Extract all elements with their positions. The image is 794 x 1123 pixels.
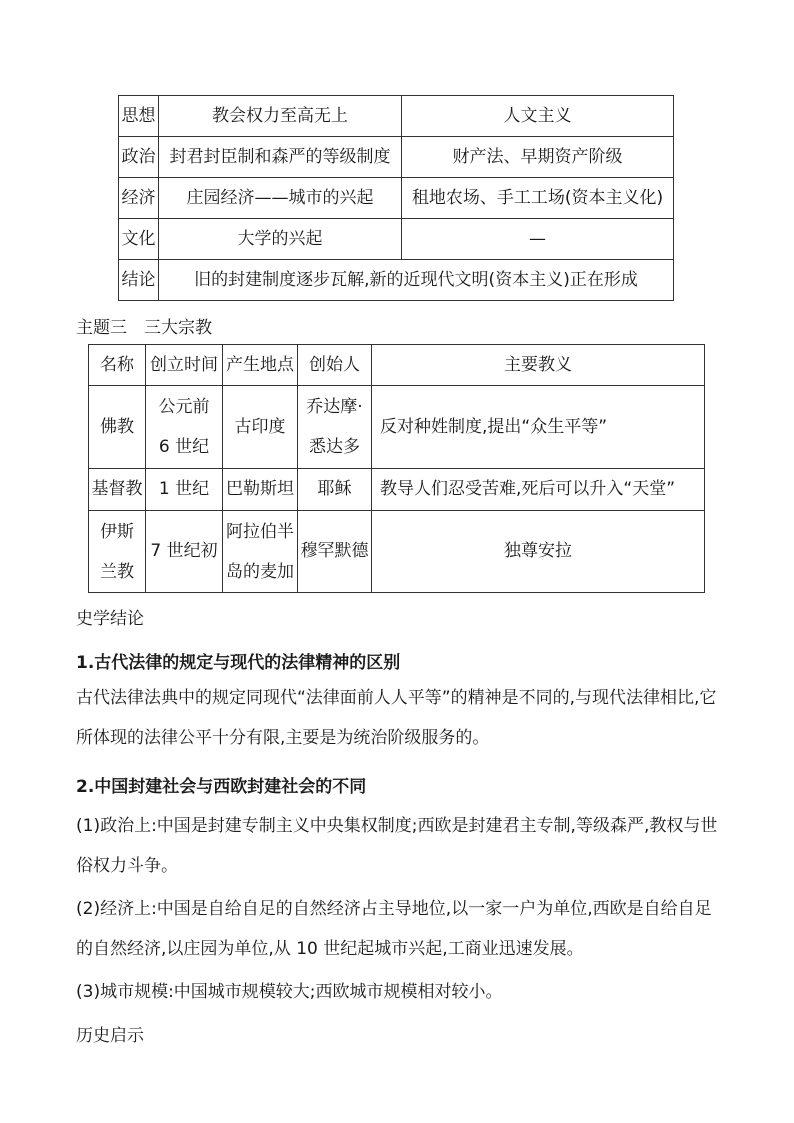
time-cell	[146, 386, 223, 469]
founder-cell	[298, 511, 372, 593]
doctrine-cell: 教导人们忍受苦难,死后可以升入“天堂”	[372, 469, 705, 511]
modern-cell: 财产法、早期资产阶级	[402, 137, 674, 178]
row-label: 思想	[119, 96, 159, 137]
religions-table	[88, 344, 705, 593]
cell-line: 岛的麦加	[226, 561, 294, 582]
cell-line: 穆罕默德	[300, 541, 369, 562]
table-row	[119, 178, 674, 219]
comparison-table	[118, 95, 674, 301]
time-cell	[146, 469, 223, 511]
table-row	[89, 511, 705, 593]
point2-item: (2)经济上:中国是自给自足的自然经济占主导地位,以一家一户为单位,西欧是自给自足的自然经济,以庄园为单位,从 10 世纪起城市兴起,工商业迅速发展。	[76, 899, 712, 959]
modern-cell: —	[402, 219, 674, 260]
row-label: 经济	[119, 178, 159, 219]
conclusion-cell: 旧的封建制度逐步瓦解,新的近现代文明(资本主义)正在形成	[159, 260, 674, 301]
table-row	[119, 137, 674, 178]
row-label: 文化	[119, 219, 159, 260]
column-header: 创立时间	[146, 345, 223, 386]
row-label: 结论	[119, 260, 159, 301]
row-label: 政治	[119, 137, 159, 178]
point2-title: 2.中国封建社会与西欧封建社会的不同	[76, 777, 367, 797]
cell-line: 巴勒斯坦	[226, 479, 294, 500]
cell-line: 6 世纪	[158, 437, 210, 457]
cell-line: 7 世纪初	[150, 541, 218, 562]
modern-cell: 租地农场、手工工场(资本主义化)	[402, 178, 674, 219]
cell-line: 基督教	[91, 479, 143, 500]
cell-line: 古印度	[234, 417, 286, 437]
section-title: 主题三 三大宗教	[76, 318, 212, 338]
inspiration-heading: 历史启示	[76, 1026, 144, 1046]
point2-item: (3)城市规模:中国城市规模较大;西欧城市规模相对较小。	[76, 982, 503, 1002]
modern-cell: 人文主义	[402, 96, 674, 137]
table-row	[119, 260, 674, 301]
place-cell	[223, 511, 298, 593]
column-header: 创始人	[298, 345, 372, 386]
table-row	[119, 96, 674, 137]
doctrine-cell: 独尊安拉	[372, 511, 705, 593]
point2-item: (1)政治上:中国是封建专制主义中央集权制度;西欧是封建君主专制,等级森严,教权与世俗权力斗争。	[76, 816, 718, 876]
cell-line: 1 世纪	[158, 479, 210, 500]
table-row	[89, 469, 705, 511]
name-cell	[89, 386, 146, 469]
point1-title: 1.古代法律的规定与现代的法律精神的区别	[76, 653, 401, 673]
cell-line: 悉达多	[309, 437, 360, 457]
column-header: 名称	[89, 345, 146, 386]
conclusions-heading: 史学结论	[76, 609, 144, 629]
place-cell	[223, 469, 298, 511]
cell-line: 耶稣	[317, 479, 352, 500]
point1-text: 古代法律法典中的规定同现代“法律面前人人平等”的精神是不同的,与现代法律相比,它所体现的法律公平十分有限,主要是为统治阶级服务的。	[76, 688, 717, 748]
cell-line: 乔达摩·	[306, 397, 363, 417]
doctrine-cell: 反对种姓制度,提出“众生平等”	[372, 386, 705, 469]
name-cell	[89, 511, 146, 593]
table-header-row	[89, 345, 705, 386]
cell-line: 兰教	[100, 561, 134, 582]
column-header: 主要教义	[372, 345, 705, 386]
cell-line: 公元前	[158, 397, 210, 417]
founder-cell	[298, 469, 372, 511]
cell-line: 阿拉伯半	[226, 521, 294, 542]
table-row	[119, 219, 674, 260]
founder-cell	[298, 386, 372, 469]
medieval-cell: 教会权力至高无上	[159, 96, 402, 137]
table-row	[89, 386, 705, 469]
time-cell	[146, 511, 223, 593]
medieval-cell: 封君封臣制和森严的等级制度	[159, 137, 402, 178]
column-header: 产生地点	[223, 345, 298, 386]
cell-line: 伊斯	[100, 521, 134, 542]
name-cell	[89, 469, 146, 511]
medieval-cell: 庄园经济——城市的兴起	[159, 178, 402, 219]
cell-line: 佛教	[100, 417, 134, 437]
place-cell	[223, 386, 298, 469]
medieval-cell: 大学的兴起	[159, 219, 402, 260]
